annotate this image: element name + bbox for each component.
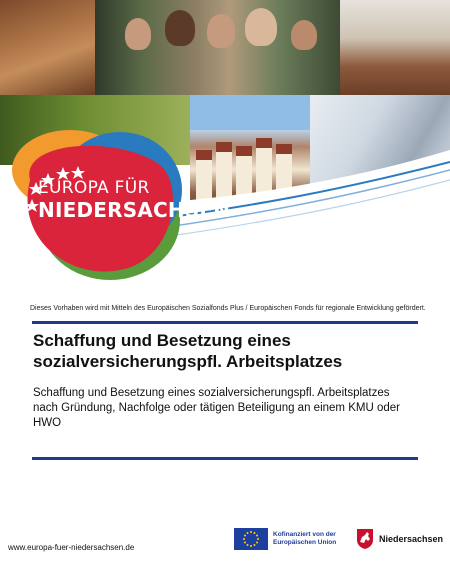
lecture-hall-photo bbox=[340, 0, 450, 95]
woodwork-photo bbox=[0, 0, 95, 95]
eu-cofunding-logo bbox=[234, 528, 336, 550]
niedersachsen-wordmark: Niedersachsen bbox=[379, 534, 444, 544]
lower-saxony-horse-crest-icon bbox=[356, 528, 374, 550]
niedersachsen-logo bbox=[356, 527, 443, 551]
eu-text-line-1: Kofinanziert von der bbox=[273, 531, 336, 538]
group-of-people-photo bbox=[95, 0, 340, 95]
funding-note: Dieses Vorhaben wird mit Mitteln des Europäischen Sozialfonds Plus / Europäischen Fonds für regionale Entwicklung gefördert. bbox=[30, 305, 426, 312]
bottom-divider bbox=[32, 457, 418, 460]
description bbox=[33, 386, 423, 431]
logo-text-europa-fuer: EUROPA FÜR bbox=[38, 178, 150, 198]
logo-text-niedersachsen: NIEDERSACHSEN bbox=[38, 198, 231, 222]
eu-flag-icon bbox=[234, 528, 268, 550]
description-line-2: nach Gründung, Nachfolge oder tätigen Beteiligung an einem KMU oder bbox=[33, 402, 400, 414]
top-divider bbox=[32, 321, 418, 324]
description-line-3: HWO bbox=[33, 417, 62, 429]
website-url[interactable]: www.europa-fuer-niedersachsen.de bbox=[8, 543, 135, 552]
page-title bbox=[33, 330, 423, 372]
description-line-1: Schaffung und Besetzung eines sozialversicherungspfl. Arbeitsplatzes bbox=[33, 387, 390, 399]
eu-text-line-2: Europäischen Union bbox=[273, 539, 337, 546]
title-line-2: sozialversicherungspfl. Arbeitsplatzes bbox=[33, 352, 343, 371]
title-line-1: Schaffung und Besetzung eines bbox=[33, 331, 291, 350]
